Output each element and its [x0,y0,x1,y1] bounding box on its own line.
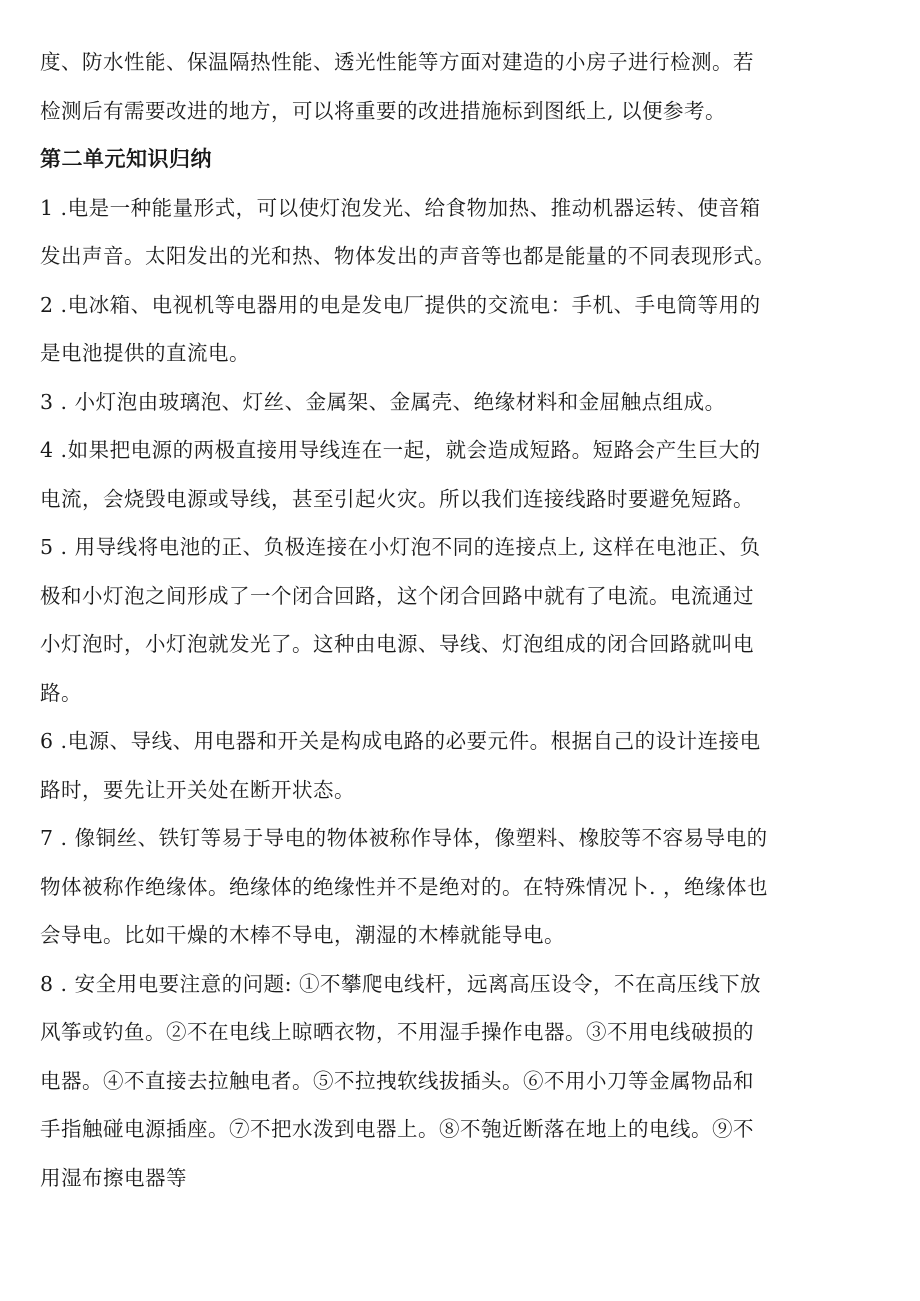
list-item [40,523,800,717]
text-line: 路时，要先让开关处在断开状态。 [40,777,355,802]
text-line: 2 .电冰箱、电视机等电器用的电是发电厂提供的交流电：手机、手电筒等用的 [40,292,761,317]
list-item [40,960,800,1203]
text-line: 物体被称作绝缘体。绝缘体的绝缘性并不是绝对的。在特殊情况卜. ，绝缘体也 [40,874,769,899]
text-line: 极和小灯泡之间形成了一个闭合回路，这个闭合回路中就有了电流。电流通过 [40,583,754,608]
text-line: 用湿布擦电器等 [40,1165,187,1190]
text-line: 1 .电是一种能量形式，可以使灯泡发光、给食物加热、推动机器运转、使音箱 [40,195,761,220]
text-line: 风筝或钓鱼。②不在电线上晾晒衣物，不用湿手操作电器。③不用电线破损的 [40,1020,754,1044]
text-line: 4 .如果把电源的两极直接用导线连在一起，就会造成短路。短路会产生巨大的 [40,438,761,462]
text-line: 手指触碰电源插座。⑦不把水泼到电器上。⑧不匏近断落在地上的电线。⑨不 [40,1117,754,1141]
list-item [40,426,800,523]
list-item [40,184,800,281]
list-item [40,717,800,814]
text-line: 8 . 安全用电要注意的问题: ①不攀爬电线杆，远离高压设令，不在高压线下放 [40,971,762,996]
text-line: 会导电。比如干燥的木棒不导电，潮湿的木棒就能导电。 [40,923,565,947]
text-line: 7 . 像铜丝、铁钉等易于导电的物体被称作导体，像塑料、橡胶等不容易导电的 [40,826,768,850]
text-line: 电器。④不直接去拉触电者。⑤不拉拽软线拔插头。⑥不用小刀等金属物品和 [40,1068,754,1093]
text-line: 是电池提供的直流电。 [40,341,250,365]
text-line: 6 .电源、导线、用电器和开关是构成电路的必要元件。根据自己的设计连接电 [40,729,761,753]
list-item [40,814,800,960]
text-line: 检测后有需要改进的地方，可以将重要的改进措施标到图纸上, 以便参考。 [40,98,727,123]
intro-paragraph [40,38,800,135]
text-line: 路。 [40,680,82,705]
text-line: 发出声音。太阳发出的光和热、物体发出的声音等也都是能量的不同表现形式。 [40,244,775,268]
text-line: 电流，会烧毁电源或导线，甚至引起火灾。所以我们连接线路时要避免短路。 [40,486,754,511]
text-line: 度、防水性能、保温隔热性能、透光性能等方面对建造的小房子进行检测。若 [40,50,754,74]
list-item [40,281,800,378]
text-line: 5 . 用导线将电池的正、负极连接在小灯泡不同的连接点上, 这样在电池正、负 [40,535,761,559]
text-line: 3 . 小灯泡由玻璃泡、灯丝、金属架、金属壳、绝缘材料和金屈触点组成。 [40,389,726,414]
list-item [40,378,800,427]
section-title: 第二单元知识归纳 [40,147,212,171]
document-page [40,38,800,1202]
text-line: 小灯泡时，小灯泡就发光了。这种由电源、导线、灯泡组成的闭合回路就叫电 [40,632,754,656]
